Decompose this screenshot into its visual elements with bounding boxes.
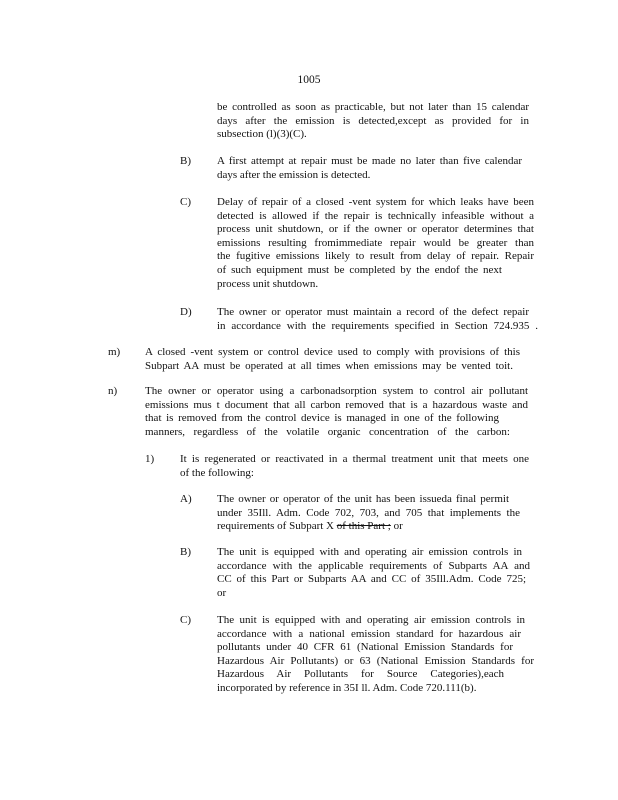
item-marker-b: B) xyxy=(180,155,191,167)
paragraph-n xyxy=(145,385,528,439)
text-line: CC of this Part or Subparts AA and CC of 35Ill.Adm. Code 725; xyxy=(217,573,526,586)
paragraph-c xyxy=(217,196,534,291)
text-line: of the following: xyxy=(180,466,254,479)
text-line: A closed -vent system or control device used to comply with provisions of this xyxy=(145,346,520,358)
text-line: or xyxy=(217,586,227,599)
item-marker-n1: 1) xyxy=(145,453,155,465)
paragraph-n1 xyxy=(180,453,529,480)
text-line: The owner or operator must maintain a record of the defect repair xyxy=(217,306,529,318)
text-line: process unit shutdown. xyxy=(217,277,319,290)
text-run: requirements of Subpart X xyxy=(217,520,337,533)
text-line-last xyxy=(217,520,520,534)
text-line: subsection (l)(3)(C). xyxy=(217,128,307,141)
paragraph-n1a xyxy=(217,493,520,534)
text-run: or xyxy=(390,520,403,533)
text-line: pollutants under 40 CFR 61 (National Emission Standards for xyxy=(217,641,513,654)
paragraph-n1b xyxy=(217,546,530,600)
item-marker-d: D) xyxy=(180,306,192,318)
text-line: in accordance with the requirements specified in Section 724.935 . xyxy=(217,319,538,332)
text-line: accordance with the applicable requirements of Subparts AA and xyxy=(217,559,530,572)
text-line: that is removed from the control device is managed in one of the following xyxy=(145,412,499,425)
item-marker-c: C) xyxy=(180,196,191,208)
item-marker-n: n) xyxy=(108,385,118,397)
text-line: days after the emission is detected. xyxy=(217,168,371,181)
page-number: 1005 xyxy=(297,74,321,86)
text-line: The owner or operator of the unit has been issueda final permit xyxy=(217,493,509,505)
text-line: The unit is equipped with and operating air emission controls in xyxy=(217,614,525,626)
text-line: emissions mus t document that all carbon removed that is a hazardous waste and xyxy=(145,398,528,411)
paragraph-continuation xyxy=(217,101,529,142)
text-line: days after the emission is detected,except as provided for in xyxy=(217,114,529,127)
item-marker-n1c: C) xyxy=(180,614,191,626)
text-line: Delay of repair of a closed -vent system for which leaks have been xyxy=(217,196,534,208)
paragraph-m xyxy=(145,346,520,373)
text-line: Subpart AA must be operated at all times when emissions may be vented toit. xyxy=(145,359,513,372)
text-line: of such equipment must be completed by the endof the next xyxy=(217,263,502,276)
text-line: accordance with a national emission standard for hazardous air xyxy=(217,627,521,640)
text-line: Hazardous Air Pollutants for Source Categories),each xyxy=(217,668,504,681)
text-line: process unit shutdown, or if the owner or operator determines that xyxy=(217,223,534,236)
text-line: The owner or operator using a carbonadsorption system to control air pollutant xyxy=(145,385,528,397)
text-line: A first attempt at repair must be made no later than five calendar xyxy=(217,155,522,167)
paragraph-n1c xyxy=(217,614,534,696)
item-marker-m: m) xyxy=(108,346,121,358)
item-marker-n1a: A) xyxy=(180,493,192,505)
text-line: incorporated by reference in 35I ll. Adm. Code 720.111(b). xyxy=(217,681,477,694)
text-line: Hazardous Air Pollutants) or 63 (National Emission Standards for xyxy=(217,654,534,667)
text-line: detected is allowed if the repair is technically infeasible without a xyxy=(217,209,534,222)
text-line: It is regenerated or reactivated in a thermal treatment unit that meets one xyxy=(180,453,529,465)
item-marker-n1b: B) xyxy=(180,546,191,558)
text-line: under 35Ill. Adm. Code 702, 703, and 705 that implements the xyxy=(217,506,520,519)
text-line: The unit is equipped with and operating air emission controls in xyxy=(217,546,522,558)
paragraph-b xyxy=(217,155,522,182)
text-line: be controlled as soon as practicable, but not later than 15 calendar xyxy=(217,101,529,113)
text-line: emissions resulting fromimmediate repair would be greater than xyxy=(217,236,534,249)
struck-text: of this Part ; xyxy=(336,520,391,533)
text-line: the fugitive emissions likely to result from delay of repair. Repair xyxy=(217,250,534,263)
text-line: manners, regardless of the volatile organic concentration of the carbon: xyxy=(145,425,510,438)
paragraph-d xyxy=(217,306,538,333)
